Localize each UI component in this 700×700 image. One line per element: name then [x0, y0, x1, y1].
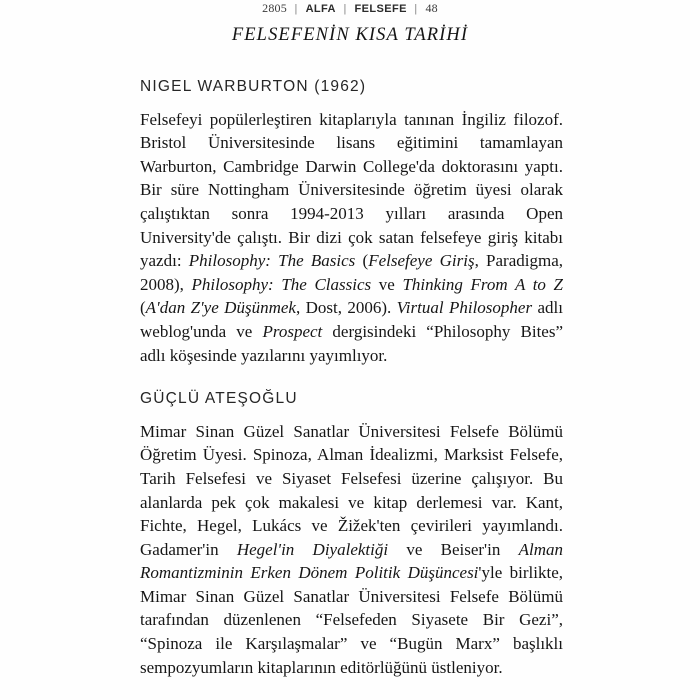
running-head-separator-1: | [294, 1, 298, 15]
running-head-separator-2: | [343, 1, 347, 15]
entry-nigel-warburton [140, 78, 563, 367]
running-head-series: FELSEFE [354, 3, 407, 15]
running-head-series-number: 48 [425, 1, 438, 15]
running-head-catalog-number: 2805 [262, 1, 287, 15]
entry-body-text: Felsefeyi popülerleştiren kitaplarıyla tanınan İngiliz filozof. Bristol Üniversitesinde lisans eğitimini tamamlayan Warburton, Cambridge Darwin College'da doktorasını yaptı. Bir süre Nottingham Üniversitesinde öğretim üyesi olarak çalıştıktan sonra 1994-2013 yılları arasında Open University'de çalıştı. Bir dizi çok satan felsefeye giriş kitabı yazdı: Philosophy: The Basics (Felsefeye Giriş, Paradigma, 2008), Philosophy: The Classics ve Thinking From A to Z (A'dan Z'ye Düşünmek, Dost, 2006). Virtual Philosopher adlı weblog'unda ve Prospect dergisindeki “Philosophy Bites” adlı köşesinde yazılarını yayımlıyor. [140, 109, 564, 365]
entry-heading: GÜÇLÜ ATEŞOĞLU [140, 390, 298, 408]
book-title: FELSEFENİN KISA TARİHİ [231, 25, 469, 45]
entry-body-text: Mimar Sinan Güzel Sanatlar Üniversitesi Felsefe Bölümü Öğretim Üyesi. Spinoza, Alman İdealizmi, Marksist Felsefe, Tarih Felsefesi ve Siyaset Felsefesi üzerine çalışıyor. Bu alanlarda pek çok makalesi ve kitap derlemesi var. Kant, Fichte, Hegel, Lukács ve Žižek'ten çevirileri yayımlandı. Gadamer'in Hegel'in Diyalektiği ve Beiser'in Alman Romantizminin Erken Dönem Politik Düşüncesi'yle birlikte, Mimar Sinan Güzel Sanatlar Üniversitesi Felsefe Bölümü tarafından düzenlenen “Felsefeden Siyasete Bir Gezi”, “Spinoza ile Karşılaşmalar” ve “Bugün Marx” başlıklı sempozyumların kitaplarının editörlüğünü üstleniyor. [140, 421, 563, 677]
running-head-publisher: ALFA [305, 3, 336, 15]
entry-spacer [140, 367, 563, 390]
entry-heading: NIGEL WARBURTON (1962) [140, 78, 367, 95]
running-head [0, 1, 700, 16]
running-head-separator-3: | [414, 1, 418, 15]
text-column [140, 78, 563, 679]
entry-guclu-atesoglu [140, 390, 563, 679]
